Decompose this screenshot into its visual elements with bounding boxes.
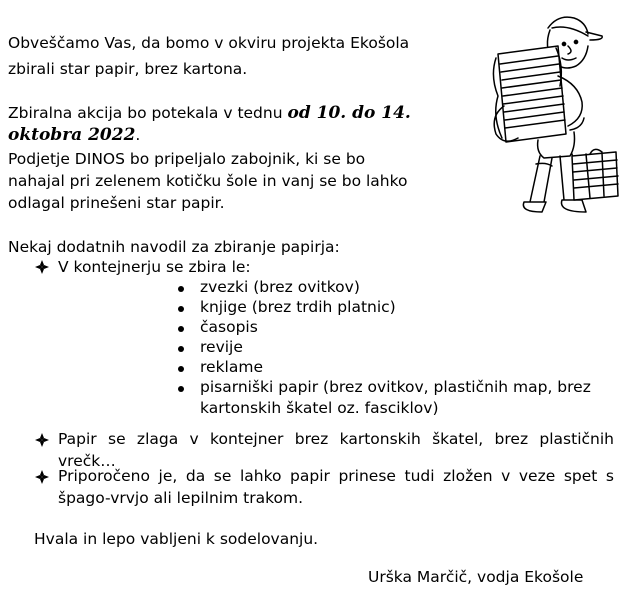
diamond-bullet-icon [34,259,50,275]
company-line-3: odlagal prinešeni star papir. [8,194,225,212]
collected-item-notebooks: zvezki (brez ovitkov) [200,278,360,296]
round-bullet-icon [178,386,184,392]
company-line-2: nahajal pri zelenem kotičku šole in vanj se bo lahko [8,172,408,190]
closing-text: Hvala in lepo vabljeni k sodelovanju. [34,530,319,548]
action-period: . [135,126,141,144]
round-bullet-icon [178,366,184,372]
collected-item-office-paper: pisarniški papir (brez ovitkov, plastičnih map, brez [200,378,591,396]
round-bullet-icon [178,286,184,292]
intro-line-2: zbirali star papir, brez kartona. [8,60,248,78]
collected-item-books: knjige (brez trdih platnic) [200,298,396,316]
instructions-heading: Nekaj dodatnih navodil za zbiranje papirja: [8,238,340,256]
note-no-cardboard: Papir se zlaga v kontejner brez kartonskih škatel, brez plastičnih vrečk… [58,430,614,470]
round-bullet-icon [178,326,184,332]
collected-item-ads: reklame [200,358,263,376]
note-bundled: Priporočeno je, da se lahko papir prinese tudi zložen v veze spet s špago-vrvjo ali lepilnim trakom. [58,467,614,507]
collected-item-newspapers: časopis [200,318,258,336]
round-bullet-icon [178,306,184,312]
diamond-bullet-icon [34,469,50,485]
action-date-start: od 10. do 14. [287,103,411,123]
diamond-bullet-icon [34,432,50,448]
action-line-1 [8,102,411,124]
action-text: Zbiralna akcija bo potekala v tednu [8,104,288,122]
signature: Urška Marčič, vodja Ekošole [368,568,584,586]
container-item: V kontejnerju se zbira le: [58,258,251,276]
company-line-1: Podjetje DINOS bo pripeljalo zabojnik, ki se bo [8,150,366,168]
round-bullet-icon [178,346,184,352]
intro-line-1: Obveščamo Vas, da bomo v okviru projekta Ekošola [8,34,410,52]
collected-item-office-paper-cont: kartonskih škatel oz. fasciklov) [200,399,439,417]
action-line-2 [8,124,140,146]
paper-carrier-illustration [440,6,620,221]
collected-item-magazines: revije [200,338,243,356]
action-date-end: oktobra 2022 [8,125,136,145]
